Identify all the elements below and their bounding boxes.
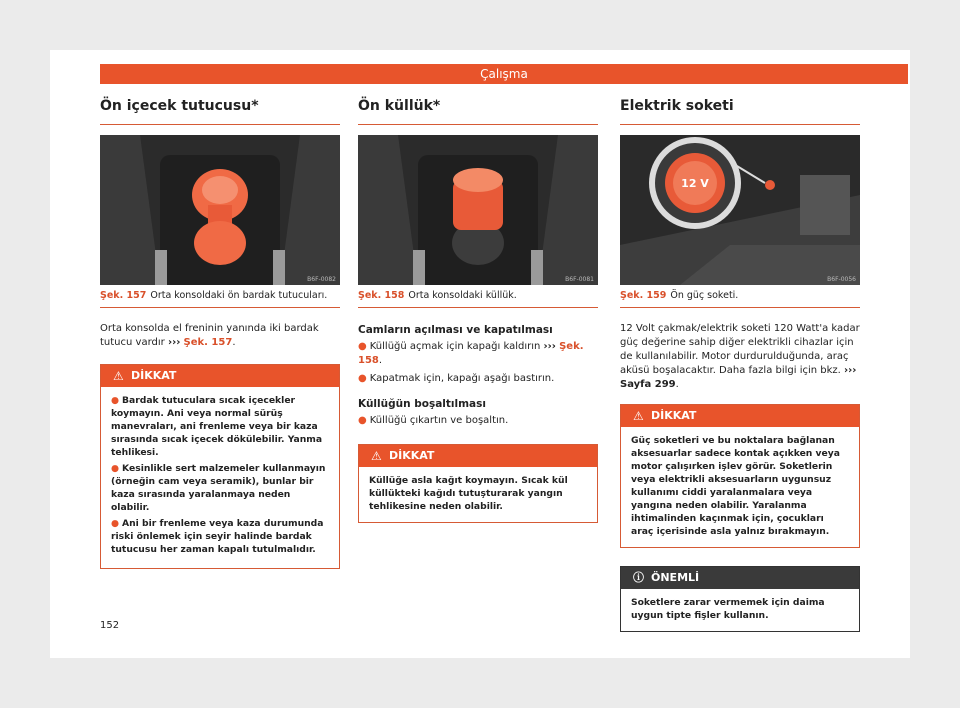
caption-label: Şek. 158 bbox=[358, 290, 405, 301]
warning-triangle-icon: ⚠ bbox=[371, 449, 382, 463]
ashtray-section bbox=[358, 98, 598, 523]
figure-link[interactable]: Şek. 158 bbox=[358, 341, 584, 366]
cup-holder-section bbox=[100, 98, 340, 569]
list-item bbox=[358, 372, 598, 386]
paragraph-text: Orta konsolda el freninin yanında iki bardak tutucu vardır bbox=[100, 323, 319, 348]
warning-header bbox=[359, 445, 597, 467]
warning-item bbox=[111, 517, 329, 556]
subheading: Küllüğün boşaltılması bbox=[358, 398, 486, 410]
note-body: Soketlere zarar vermemek için daima uygun tipte fişler kullanın. bbox=[631, 597, 825, 621]
warning-header bbox=[621, 405, 859, 427]
section-title: Ön küllük* bbox=[358, 98, 598, 125]
page-link[interactable]: Sayfa 299 bbox=[620, 379, 676, 390]
warning-item bbox=[111, 462, 329, 514]
paragraph-text: 12 Volt çakmak/elektrik soketi 120 Watt'a kadar güç değerine sahip diğer elektrikli cihazlar için de kullanılabilir. Motor durdurulduğunda, araç aküsü boşalacaktır. Daha fazla bilgi için bkz. bbox=[620, 323, 860, 376]
warning-item bbox=[111, 394, 329, 459]
caption-text: Ön güç soketi. bbox=[670, 290, 739, 301]
figure-link[interactable]: Şek. 157 bbox=[183, 337, 233, 348]
bullet-icon: ● bbox=[358, 373, 367, 384]
manual-page bbox=[50, 50, 910, 658]
list-item: ● Küllüğü açmak için kapağı kaldırın ››› Şek. 158. bbox=[358, 341, 584, 366]
socket-voltage-label: 12 V bbox=[681, 177, 709, 190]
warning-item-text: Ani bir frenleme veya kaza durumunda riski önlemek için seyir halinde bardak tutucusu her zaman kapalı tutulmalıdır. bbox=[111, 518, 324, 555]
caption-text: Orta konsoldaki ön bardak tutucuları. bbox=[150, 290, 328, 301]
warning-box bbox=[358, 444, 598, 523]
power-socket-figure bbox=[620, 135, 860, 285]
body-paragraph: Orta konsolda el freninin yanında iki bardak tutucu vardır ››› Şek. 157. bbox=[100, 323, 319, 348]
bullet-icon: ● bbox=[111, 518, 120, 529]
warning-title: DİKKAT bbox=[131, 369, 177, 382]
section-title: Ön içecek tutucusu* bbox=[100, 98, 340, 125]
warning-item-text: Kesinlikle sert malzemeler kullanmayın (örneğin cam veya seramik), bunlar bir kaza sırasında yaralanmaya neden olabilir. bbox=[111, 463, 326, 513]
section-title: Elektrik soketi bbox=[620, 98, 860, 125]
figure-code: B6F-0082 bbox=[307, 276, 336, 283]
page-number: 152 bbox=[100, 620, 120, 631]
warning-box bbox=[620, 404, 860, 548]
figure-code: B6F-0056 bbox=[827, 276, 856, 283]
figure-code: B6F-0081 bbox=[565, 276, 594, 283]
cup-holder-figure bbox=[100, 135, 340, 285]
warning-title: DİKKAT bbox=[651, 409, 697, 422]
ashtray-figure bbox=[358, 135, 598, 285]
note-title: ÖNEMLİ bbox=[651, 571, 700, 584]
caption-label: Şek. 157 bbox=[100, 290, 147, 301]
warning-triangle-icon: ⚠ bbox=[113, 369, 124, 383]
figure-caption bbox=[100, 285, 340, 308]
bullet-icon: ● bbox=[111, 463, 120, 474]
warning-body: Küllüğe asla kağıt koymayın. Sıcak kül küllükteki kağıdı tutuşturarak yangın tehlikesine neden olabilir. bbox=[369, 475, 568, 512]
chapter-header: Çalışma bbox=[100, 64, 908, 84]
note-box bbox=[620, 566, 860, 632]
ref-arrow-icon: ››› bbox=[167, 337, 181, 348]
subheading: Camların açılması ve kapatılması bbox=[358, 324, 553, 336]
item-text: Küllüğü açmak için kapağı kaldırın bbox=[369, 341, 541, 352]
item-text: Kapatmak için, kapağı aşağı bastırın. bbox=[369, 373, 555, 384]
ref-arrow-icon: ››› bbox=[543, 341, 556, 352]
warning-body: Güç soketleri ve bu noktalara bağlanan aksesuarlar sadece kontak açıkken veya motor çalışırken işlev görür. Soketlerin veya elektrikli aksesuarların uygunsuz kullanımı ciddi yaralanmalara veya yangına neden olabilir. Yaralanma ihtimalinden kaçınmak için, çocukları araç içerisinde asla yalnız bırakmayın. bbox=[631, 435, 840, 537]
caption-text: Orta konsoldaki küllük. bbox=[408, 290, 517, 301]
info-circle-icon: ⓘ bbox=[633, 571, 644, 584]
warning-title: DİKKAT bbox=[389, 449, 435, 462]
note-header bbox=[621, 567, 859, 589]
figure-caption bbox=[620, 285, 860, 308]
body-paragraph: 12 Volt çakmak/elektrik soketi 120 Watt'a kadar güç değerine sahip diğer elektrikli cihazlar için de kullanılabilir. Motor durdurulduğunda, araç aküsü boşalacaktır. Daha fazla bilgi için bkz. ››› Sayfa 299. bbox=[620, 323, 860, 390]
list-item bbox=[358, 414, 598, 428]
warning-body bbox=[101, 387, 339, 568]
warning-triangle-icon: ⚠ bbox=[633, 409, 644, 423]
power-socket-section bbox=[620, 98, 860, 632]
warning-box bbox=[100, 364, 340, 569]
warning-item-text: Bardak tutuculara sıcak içecekler koymayın. Ani veya normal sürüş manevraları, ani frenleme veya bir kaza sırasında sıcak içecek dökülebilir. Yanma tehlikesi. bbox=[111, 395, 323, 458]
bullet-icon: ● bbox=[358, 341, 367, 352]
caption-label: Şek. 159 bbox=[620, 290, 667, 301]
ref-arrow-icon: ››› bbox=[844, 365, 857, 376]
bullet-icon: ● bbox=[111, 395, 120, 406]
bullet-icon: ● bbox=[358, 415, 367, 426]
item-text: Küllüğü çıkartın ve boşaltın. bbox=[369, 415, 509, 426]
warning-header bbox=[101, 365, 339, 387]
figure-caption bbox=[358, 285, 598, 308]
